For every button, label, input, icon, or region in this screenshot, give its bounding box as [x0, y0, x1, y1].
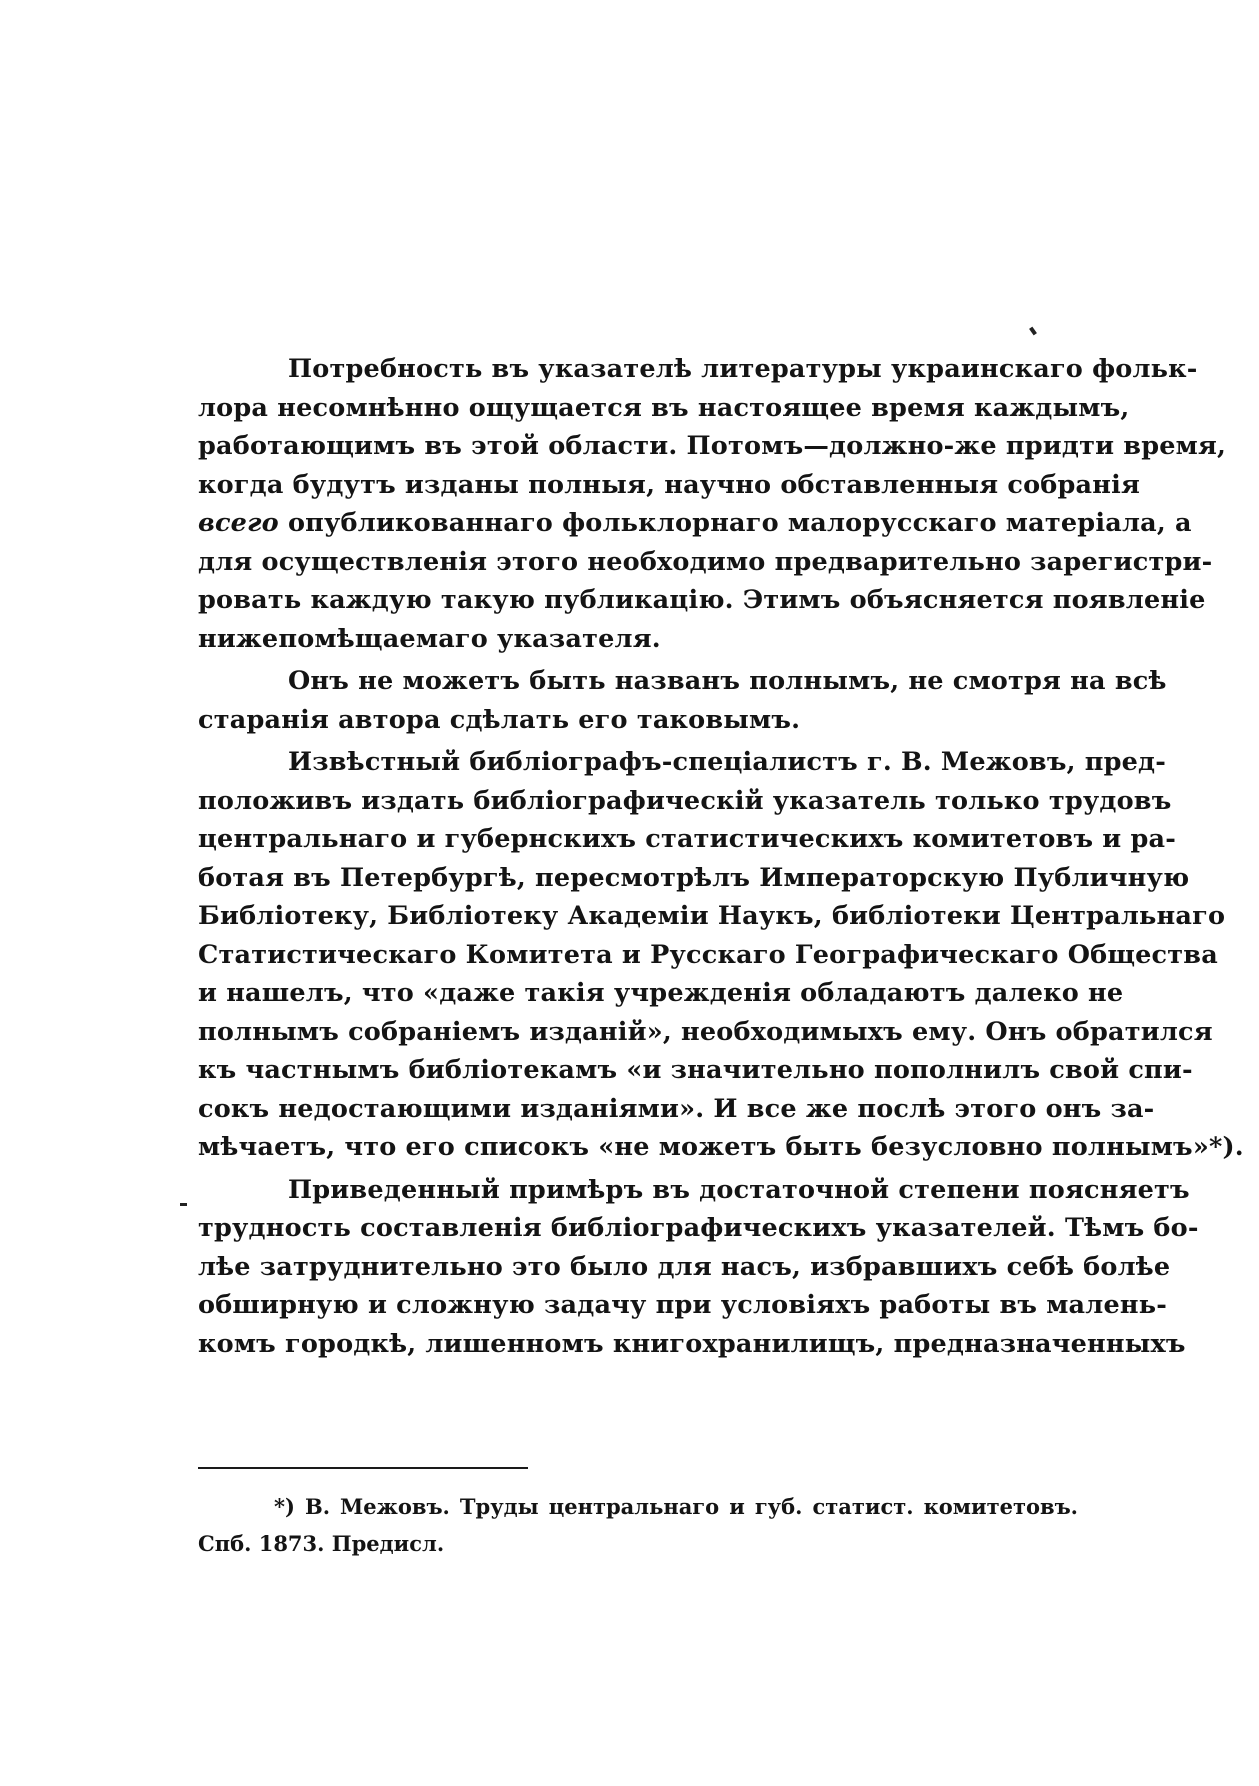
main-text [198, 350, 1244, 1367]
text-line: центральнаго и губернскихъ статистическихъ комитетовъ и ра- [198, 824, 1177, 854]
text-line: трудность составленія библіографическихъ указателей. Тѣмъ бо- [198, 1213, 1199, 1243]
text-line: для осуществленія этого необходимо предварительно зарегистри- [198, 546, 1213, 577]
footnote [198, 1488, 1078, 1562]
footnote-divider [198, 1467, 528, 1469]
text-line: Библіотеку, Библіотеку Академіи Наукъ, библіотеки Центральнаго [198, 901, 1226, 931]
text-line: Статистическаго Комитета и Русскаго Географическаго Общества [198, 939, 1218, 970]
text-line: ботая въ Петербургѣ, пересмотрѣлъ Императорскую Публичную [198, 862, 1190, 893]
text-line: комъ городкѣ, лишенномъ книгохранилищъ, предназначенныхъ [198, 1328, 1186, 1359]
paragraph-3 [198, 743, 1244, 1167]
text-line: и нашелъ, что «даже такія учрежденія обладаютъ далеко не [198, 978, 1124, 1008]
text-line: обширную и сложную задачу при условіяхъ работы въ малень- [198, 1290, 1168, 1320]
print-speck [1029, 327, 1037, 336]
paragraph-2 [198, 662, 1167, 739]
print-speck [180, 1203, 187, 1206]
paragraph-4 [198, 1171, 1199, 1364]
footnote-line: *) В. Межовъ. Труды центральнаго и губ. статист. комитетовъ. [274, 1494, 1078, 1519]
text-line [198, 504, 1192, 543]
text-line: мѣчаетъ, что его списокъ «не можетъ быть безусловно полнымъ»*). [198, 1132, 1244, 1162]
text-line: старанія автора сдѣлать его таковымъ. [198, 704, 801, 735]
footnote-line: Спб. 1873. Предисл. [198, 1531, 445, 1556]
text-line: работающимъ въ этой области. Потомъ—должно-же придти время, [198, 431, 1227, 461]
text-line: положивъ издать библіографическій указатель только трудовъ [198, 785, 1172, 816]
text-line: къ частнымъ библіотекамъ «и значительно пополнилъ свой спи- [198, 1055, 1193, 1085]
emphasis-word: всего [198, 508, 279, 538]
text-line-rest: опубликованнаго фольклорнаго малорусскаго матеріала, а [287, 508, 1192, 538]
text-line: ровать каждую такую публикацію. Этимъ объясняется появленіе [198, 585, 1206, 615]
text-line: лора несомнѣнно ощущается въ настоящее время каждымъ, [198, 392, 1130, 423]
text-line: когда будутъ изданы полныя, научно обставленныя собранія [198, 469, 1141, 500]
text-line: Потребность въ указателѣ литературы украинскаго фольк- [288, 354, 1198, 384]
text-line: Извѣстный библіографъ-спеціалистъ г. В. Межовъ, пред- [288, 747, 1167, 777]
text-line: полнымъ собраніемъ изданій», необходимыхъ ему. Онъ обратился [198, 1016, 1213, 1047]
text-line: сокъ недостающими изданіями». И все же послѣ этого онъ за- [198, 1093, 1155, 1124]
text-line: нижепомѣщаемаго указателя. [198, 623, 661, 654]
text-line: Приведенный примѣръ въ достаточной степени поясняетъ [288, 1174, 1190, 1205]
text-line: лѣе затруднительно это было для насъ, избравшихъ себѣ болѣе [198, 1251, 1171, 1282]
paragraph-1 [198, 350, 1227, 658]
text-line: Онъ не можетъ быть названъ полнымъ, не смотря на всѣ [288, 666, 1167, 696]
